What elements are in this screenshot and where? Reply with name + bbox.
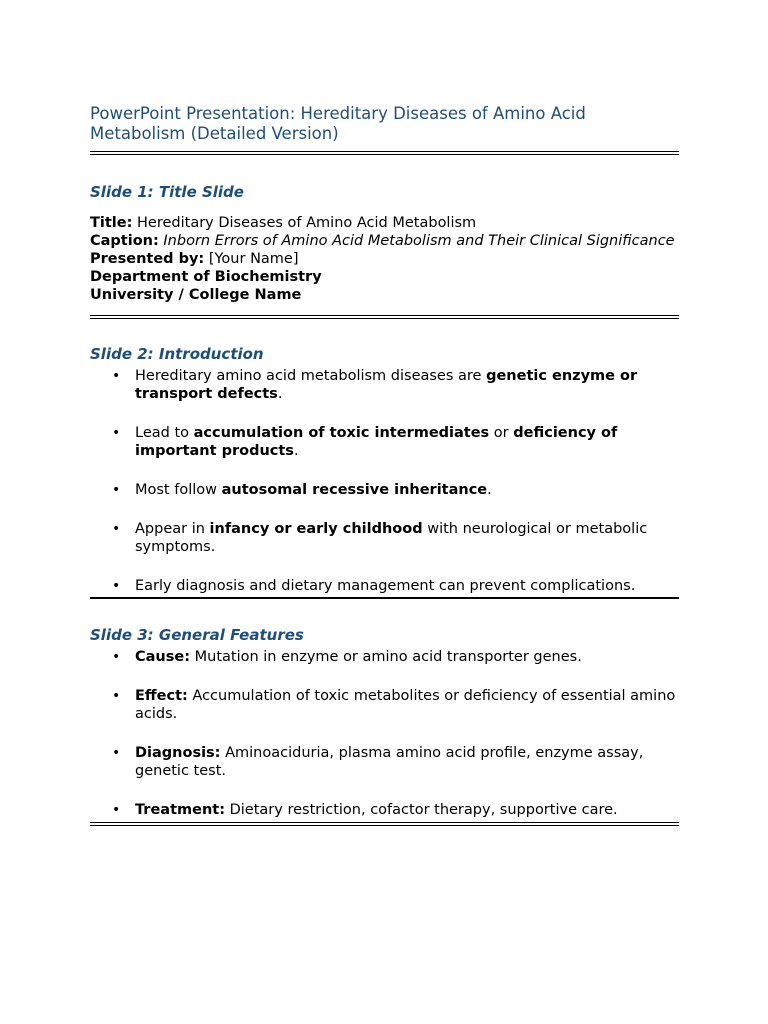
presenter-label: Presented by:	[90, 251, 205, 267]
caption-value: Inborn Errors of Amino Acid Metabolism and Their Clinical Significance	[163, 233, 675, 249]
institution-name: University / College Name	[90, 287, 302, 303]
bullet-label: Effect:	[135, 688, 188, 704]
slide3-section	[90, 626, 679, 826]
bullet-text-mid: or	[489, 425, 514, 441]
slide1-presenter-line	[90, 250, 679, 268]
bullet-emphasis: autosomal recessive inheritance	[221, 482, 488, 498]
bullet-label: Cause:	[135, 649, 191, 665]
bullet-text-end: .	[277, 386, 283, 402]
slide2-bullet-list	[90, 367, 679, 595]
list-item	[90, 424, 679, 460]
bullet-marker: •	[112, 368, 121, 384]
bullet-marker: •	[112, 688, 121, 704]
bullet-marker: •	[112, 802, 121, 818]
title-label: Title:	[90, 215, 133, 231]
bullet-text: Appear in	[135, 521, 210, 537]
bullet-text: Early diagnosis and dietary management can prevent complications.	[135, 578, 636, 594]
list-item	[90, 520, 679, 556]
bullet-text-end: .	[293, 443, 299, 459]
list-item	[90, 367, 679, 403]
slide1-heading: Slide 1: Title Slide	[90, 183, 244, 201]
slide2-section	[90, 345, 679, 599]
bullet-text: Dietary restriction, cofactor therapy, supportive care.	[225, 802, 618, 818]
slide1-divider	[90, 315, 679, 319]
list-item	[90, 687, 679, 723]
slide2-heading: Slide 2: Introduction	[90, 345, 264, 363]
presenter-value: [Your Name]	[204, 251, 299, 267]
document-page	[90, 104, 679, 826]
bullet-marker: •	[112, 578, 121, 594]
slide3-bullet-list	[90, 648, 679, 819]
bullet-emphasis: accumulation of toxic intermediates	[193, 425, 490, 441]
bullet-text: Mutation in enzyme or amino acid transporter genes.	[190, 649, 582, 665]
slide1-institution-line	[90, 286, 679, 304]
bullet-text-end: .	[487, 482, 492, 498]
slide1-section	[90, 183, 679, 319]
bullet-label: Diagnosis:	[135, 745, 221, 761]
bullet-marker: •	[112, 425, 121, 441]
title-divider	[90, 151, 679, 155]
caption-label: Caption:	[90, 233, 159, 249]
bullet-label: Treatment:	[135, 802, 225, 818]
bullet-marker: •	[112, 521, 121, 537]
bullet-text: Aminoaciduria, plasma amino acid profile, enzyme assay, genetic test.	[135, 745, 644, 779]
bullet-text: Accumulation of toxic metabolites or deficiency of essential amino acids.	[135, 688, 676, 722]
list-item	[90, 648, 679, 666]
document-title: PowerPoint Presentation: Hereditary Diseases of Amino Acid Metabolism (Detailed Version)	[90, 104, 586, 143]
slide3-heading: Slide 3: General Features	[90, 626, 304, 644]
bullet-text: Lead to	[135, 425, 194, 441]
list-item	[90, 801, 679, 819]
list-item	[90, 481, 679, 499]
bullet-marker: •	[112, 649, 121, 665]
bullet-marker: •	[112, 482, 121, 498]
bullet-text: Most follow	[135, 482, 222, 498]
bullet-emphasis-2: deficiency of important products	[135, 425, 618, 459]
list-item	[90, 577, 679, 595]
slide1-title-line	[90, 214, 679, 232]
bullet-marker: •	[112, 745, 121, 761]
slide2-divider	[90, 597, 679, 599]
bullet-text-end: with neurological or metabolic symptoms.	[135, 521, 648, 555]
department-name: Department of Biochemistry	[90, 269, 322, 285]
slide1-caption-line	[90, 232, 679, 250]
title-value: Hereditary Diseases of Amino Acid Metabolism	[132, 215, 477, 231]
list-item	[90, 744, 679, 780]
bullet-emphasis: infancy or early childhood	[209, 521, 423, 537]
bullet-emphasis: genetic enzyme or transport defects	[135, 368, 638, 402]
bullet-text: Hereditary amino acid metabolism diseases are	[135, 368, 487, 384]
slide1-department-line	[90, 268, 679, 286]
slide3-divider	[90, 822, 679, 826]
